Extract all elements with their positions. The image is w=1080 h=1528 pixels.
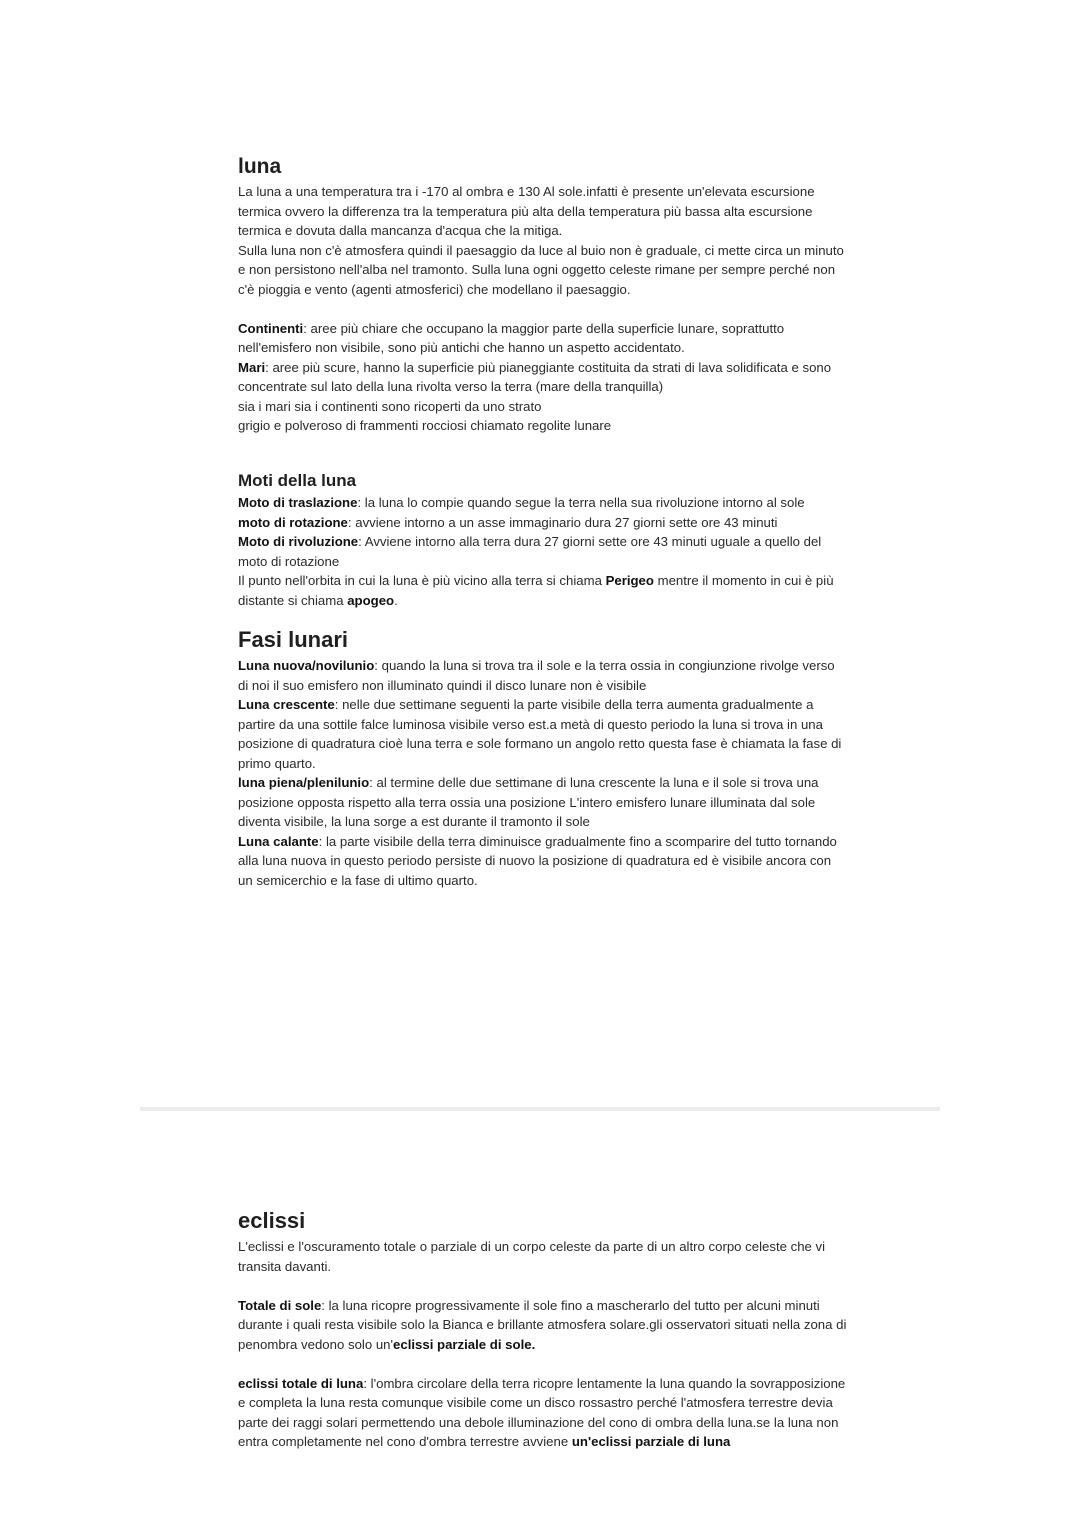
- paragraph-novilunio: [238, 656, 848, 695]
- term-plenilunio: luna piena/plenilunio: [238, 775, 370, 790]
- paragraph-calante: [238, 832, 848, 891]
- text-totale-sole: : la luna ricopre progressivamente il sole fino a mascherarlo del tutto per alcuni minuti durante i quali resta visibile solo la Bianca e brillante atmosfera solare.gli osservatori situati nella zona di penombra vedono solo un': [238, 1297, 847, 1352]
- heading-luna: luna: [238, 155, 282, 178]
- term-mari: Mari: [238, 359, 266, 375]
- term-parziale-sole: eclissi parziale di sole.: [393, 1336, 536, 1352]
- paragraph-rotazione: [238, 513, 848, 533]
- paragraph-atmosfera: Sulla luna non c'è atmosfera quindi il paesaggio da luce al buio non è graduale, ci mette circa un minuto e non persistono nell'alba nel tramonto. Sulla luna ogni oggetto celeste rimane per sempre perché non c'è pioggia e vento (agenti atmosferici) che modellano il paesaggio.: [238, 242, 844, 297]
- text-continenti: : aree più chiare che occupano la maggior parte della superficie lunare, soprattutto nell'emisfero non visibile, sono più antichi che hanno un aspetto accidentato.: [238, 320, 785, 355]
- page-divider: [140, 1107, 940, 1111]
- heading-eclissi: eclissi: [238, 1208, 306, 1233]
- page-two: [238, 1205, 848, 1452]
- paragraph-rivoluzione: [238, 532, 848, 571]
- term-totale-sole: Totale di sole: [238, 1297, 322, 1313]
- paragraph-regolite: grigio e polveroso di frammenti rocciosi chiamato regolite lunare: [238, 418, 612, 433]
- text-perigeo-mid: mentre il momento in cui è più distante si chiama: [238, 573, 834, 608]
- paragraph-plenilunio: [238, 773, 848, 832]
- term-continenti: Continenti: [238, 320, 304, 336]
- text-mari: : aree più scure, hanno la superficie più pianeggiante costituita da strati di lava solidificata e sono concentrate sul lato della luna rivolta verso la terra (mare della tranquilla): [238, 359, 832, 394]
- term-calante: Luna calante: [238, 833, 319, 849]
- term-rotazione: moto di rotazione: [238, 514, 348, 530]
- paragraph-eclissi-luna: [238, 1374, 848, 1452]
- term-crescente: Luna crescente: [238, 697, 335, 712]
- term-perigeo: Perigeo: [605, 573, 654, 588]
- paragraph-mari: [238, 358, 848, 397]
- term-totale-luna: eclissi totale di luna: [238, 1375, 364, 1391]
- paragraph-continenti: [238, 319, 848, 358]
- text-calante: : la parte visibile della terra diminuisce gradualmente fino a scomparire del tutto tornando alla luna nuova in questo periodo persiste di nuovo la posizione di quadratura ed è visibile ancora con un semicerchio e la fase di ultimo quarto.: [238, 833, 837, 888]
- text-perigeo-pre: Il punto nell'orbita in cui la luna è più vicino alla terra si chiama: [238, 573, 606, 588]
- term-parziale-luna: un'eclissi parziale di luna: [571, 1434, 731, 1449]
- text-rivoluzione: : Avviene intorno alla terra dura 27 giorni sette ore 43 minuti uguale a quello del moto di rotazione: [238, 534, 822, 569]
- paragraph-strato: sia i mari sia i continenti sono ricoperti da uno strato: [238, 398, 542, 414]
- term-apogeo: apogeo: [347, 592, 395, 608]
- paragraph-eclissi-intro: L'eclissi e l'oscuramento totale o parziale di un corpo celeste da parte di un altro corpo celeste che vi transita davanti.: [238, 1239, 826, 1274]
- text-novilunio: : quando la luna si trova tra il sole e la terra ossia in congiunzione rivolge verso di noi il suo emisfero non illuminato quindi il disco lunare non è visibile: [238, 658, 835, 693]
- paragraph-eclissi-sole: [238, 1296, 848, 1355]
- term-rivoluzione: Moto di rivoluzione: [238, 534, 359, 549]
- paragraph-traslazione: [238, 493, 848, 513]
- text-traslazione: : la luna lo compie quando segue la terra nella sua rivoluzione intorno al sole: [357, 495, 805, 510]
- heading-fasi: Fasi lunari: [238, 627, 349, 652]
- paragraph-crescente: [238, 695, 848, 773]
- text-crescente: : nelle due settimane seguenti la parte visibile della terra aumenta gradualmente a partire da una sottile falce luminosa visibile verso est.a metà di questo periodo la luna si trova in una posizione di quadratura cioè luna terra e sole formano un angolo retto questa fase è chiamata la fase di primo quarto.: [238, 697, 842, 771]
- term-novilunio: Luna nuova/novilunio: [238, 658, 375, 673]
- paragraph-temperatura: La luna a una temperatura tra i -170 al ombra e 130 Al sole.infatti è presente un'elevata escursione termica ovvero la differenza tra la temperatura più alta della temperatura più bassa alta escursione termica e dovuta dalla mancanza d'acqua che la mitiga.: [238, 184, 815, 238]
- text-rotazione: : avviene intorno a un asse immaginario dura 27 giorni sette ore 43 minuti: [347, 514, 778, 530]
- paragraph-perigeo-apogeo: [238, 571, 848, 610]
- term-traslazione: Moto di traslazione: [238, 495, 358, 510]
- text-totale-luna: : l'ombra circolare della terra ricopre lentamente la luna quando la sovrapposizione e completa la luna resta comunque visibile come un disco rossastro perché l'atmosfera terrestre devia parte dei raggi solari permettendo una debole illuminazione del cono di ombra della luna.se la luna non entra completamente nel cono d'ombra terrestre avviene: [238, 1375, 846, 1449]
- text-apogeo-post: .: [394, 592, 398, 608]
- text-plenilunio: : al termine delle due settimane di luna crescente la luna e il sole si trova una posizione opposta rispetto alla terra ossia una posizione L'intero emisfero lunare illuminata dal sole diventa visibile, la luna sorge a est durante il tramonto il sole: [238, 775, 819, 829]
- page-one: [238, 152, 848, 890]
- heading-moti: Moti della luna: [238, 471, 357, 490]
